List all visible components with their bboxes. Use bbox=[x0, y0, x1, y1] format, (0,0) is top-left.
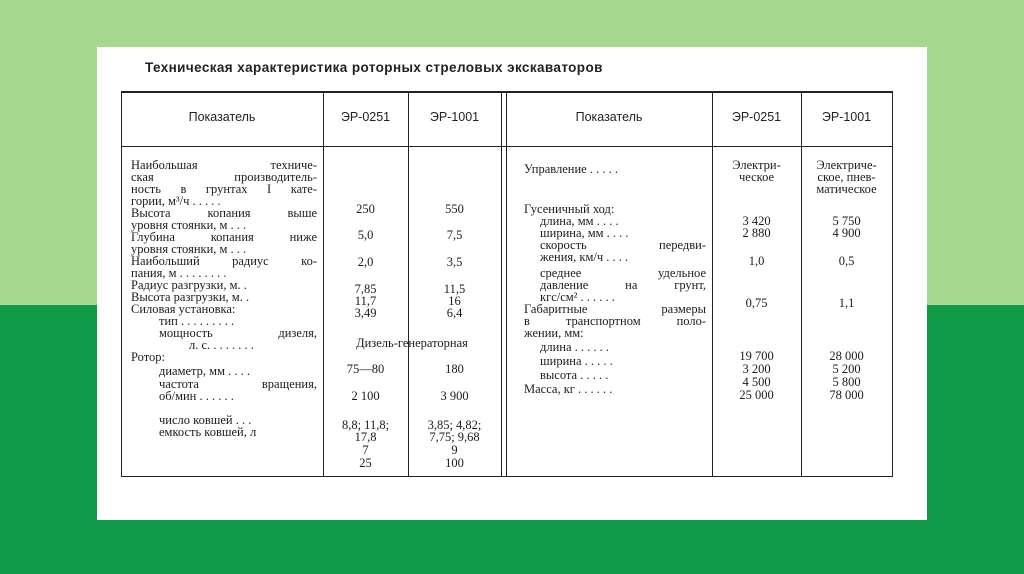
left-label-line: Глубина копания ниже bbox=[131, 230, 317, 244]
header-right-param: Показатель bbox=[575, 110, 643, 124]
right-value-er1001: 5 800 bbox=[832, 375, 861, 389]
right-label-line: Габаритные размеры bbox=[524, 302, 706, 316]
right-value-er1001: 28 000 bbox=[829, 349, 864, 363]
right-label-line: в транспортном поло- bbox=[524, 314, 706, 328]
right-value-er0251: 2 880 bbox=[742, 226, 771, 240]
left-value-er1001: 7,5 bbox=[446, 228, 463, 242]
left-label-line: число ковшей . . . bbox=[159, 413, 252, 427]
left-value-er0251: 8,8; 11,8; bbox=[341, 418, 390, 432]
left-value-er0251: 17,8 bbox=[354, 430, 377, 444]
header-right-er1001: ЭР-1001 bbox=[821, 110, 872, 124]
right-value-er0251: 3 200 bbox=[742, 362, 771, 376]
right-label-line: скорость передви- bbox=[540, 238, 706, 252]
right-value-er0251: 1,0 bbox=[748, 254, 765, 268]
slide-page bbox=[97, 47, 927, 520]
col-divider-3 bbox=[712, 91, 713, 477]
left-label-line: Радиус разгрузки, м. . bbox=[131, 278, 247, 292]
right-value-er1001: 0,5 bbox=[838, 254, 855, 268]
left-label-line: Силовая установка: bbox=[131, 302, 236, 316]
header-left-er1001: ЭР-1001 bbox=[429, 110, 480, 124]
right-label-line: Управление . . . . . bbox=[524, 162, 618, 176]
left-label-line: пания, м . . . . . . . . bbox=[131, 266, 227, 280]
table-title: Техническая характеристика роторных стреловых экскаваторов bbox=[145, 60, 603, 75]
table-right-border bbox=[892, 91, 893, 477]
header-left-param: Показатель bbox=[188, 110, 256, 124]
left-value-er1001: 7,75; 9,68 bbox=[429, 430, 480, 444]
left-label-line: об/мин . . . . . . bbox=[159, 389, 234, 403]
left-label-line: л. с. . . . . . . . bbox=[189, 338, 254, 352]
right-label-line: длина . . . . . . bbox=[540, 340, 610, 354]
right-label-line: высота . . . . . bbox=[540, 368, 609, 382]
left-value-er0251: 25 bbox=[359, 456, 372, 470]
left-value-er1001: 3,5 bbox=[446, 255, 463, 269]
right-label-line: ширина, мм . . . . bbox=[540, 226, 629, 240]
right-value-er1001: ское, пнев- bbox=[817, 170, 876, 184]
left-label-line: Высота разгрузки, м. . bbox=[131, 290, 250, 304]
right-label-line: давление на грунт, bbox=[540, 278, 706, 292]
left-label-line: Высота копания выше bbox=[131, 206, 317, 220]
right-value-er1001: матическое bbox=[816, 182, 877, 196]
left-value-er0251: 2,0 bbox=[357, 255, 374, 269]
left-label-line: уровня стоянки, м . . . bbox=[131, 242, 247, 256]
right-value-er0251: 25 000 bbox=[739, 388, 774, 402]
table-left-border bbox=[121, 91, 122, 477]
right-value-er0251: 4 500 bbox=[742, 375, 771, 389]
left-label-line: гории, м³/ч . . . . . bbox=[131, 194, 221, 208]
right-label-line: жении, мм: bbox=[524, 326, 584, 340]
left-label-line: диаметр, мм . . . . bbox=[159, 364, 250, 378]
left-label-line: частота вращения, bbox=[159, 377, 317, 391]
right-value-er1001: 78 000 bbox=[829, 388, 864, 402]
right-value-er1001: 5 750 bbox=[832, 214, 861, 228]
right-value-er0251: 19 700 bbox=[739, 349, 774, 363]
right-value-er0251: ческое bbox=[738, 170, 775, 184]
left-label-line: уровня стоянки, м . . . bbox=[131, 218, 247, 232]
table-top-border bbox=[121, 91, 893, 93]
right-label-line: ширина . . . . . bbox=[540, 354, 613, 368]
header-left-er0251: ЭР-0251 bbox=[340, 110, 391, 124]
left-label-line: мощность дизеля, bbox=[159, 326, 317, 340]
left-value-er0251: 250 bbox=[356, 202, 375, 216]
right-label-line: Гусеничный ход: bbox=[524, 202, 615, 216]
left-value-er0251: 5,0 bbox=[357, 228, 374, 242]
left-value-er0251: 75—80 bbox=[346, 362, 385, 376]
col-divider-center-a bbox=[501, 91, 502, 477]
left-value-er1001: 3,85; 4,82; bbox=[427, 418, 482, 432]
left-value-er1001: 6,4 bbox=[446, 306, 463, 320]
table-bottom-border bbox=[121, 476, 893, 477]
left-label-line: ская производитель- bbox=[131, 170, 317, 184]
right-value-er0251: Электри- bbox=[732, 158, 781, 172]
left-label-line: Ротор: bbox=[131, 350, 165, 364]
left-value-er1001: 11,5 bbox=[443, 282, 466, 296]
right-label-line: кгс/см² . . . . . . bbox=[540, 290, 615, 304]
left-value-er1001: 180 bbox=[445, 362, 464, 376]
left-value-er0251: 7,85 bbox=[354, 282, 377, 296]
header-right-er0251: ЭР-0251 bbox=[731, 110, 782, 124]
left-value-er1001: 16 bbox=[448, 294, 461, 308]
right-value-er0251: 3 420 bbox=[742, 214, 771, 228]
left-value-er1001: 550 bbox=[445, 202, 464, 216]
left-value-merged: Дизель-генераторная bbox=[356, 336, 468, 350]
col-divider-4 bbox=[801, 91, 802, 477]
left-label-line: емкость ковшей, л bbox=[159, 425, 257, 439]
left-label-line: Наибольший радиус ко- bbox=[131, 254, 317, 268]
col-divider-center-b bbox=[506, 91, 507, 477]
left-value-er0251: 3,49 bbox=[354, 306, 377, 320]
right-label-line: Масса, кг . . . . . . bbox=[524, 382, 613, 396]
table-header-border bbox=[121, 146, 893, 147]
right-value-er1001: 4 900 bbox=[832, 226, 861, 240]
left-value-er1001: 9 bbox=[451, 443, 458, 457]
right-label-line: среднее удельное bbox=[540, 266, 706, 280]
left-label-line: тип . . . . . . . . . bbox=[159, 314, 235, 328]
left-value-er0251: 2 100 bbox=[351, 389, 380, 403]
left-label-line: ность в грунтах I кате- bbox=[131, 182, 317, 196]
left-value-er0251: 11,7 bbox=[354, 294, 377, 308]
right-label-line: жения, км/ч . . . . bbox=[540, 250, 629, 264]
right-value-er1001: Электриче- bbox=[816, 158, 877, 172]
right-value-er1001: 5 200 bbox=[832, 362, 861, 376]
left-value-er0251: 7 bbox=[362, 443, 369, 457]
right-value-er1001: 1,1 bbox=[838, 296, 855, 310]
right-value-er0251: 0,75 bbox=[745, 296, 768, 310]
right-label-line: длина, мм . . . . bbox=[540, 214, 619, 228]
left-label-line: Наибольшая техниче- bbox=[131, 158, 317, 172]
left-value-er1001: 100 bbox=[445, 456, 464, 470]
left-value-er1001: 3 900 bbox=[440, 389, 469, 403]
